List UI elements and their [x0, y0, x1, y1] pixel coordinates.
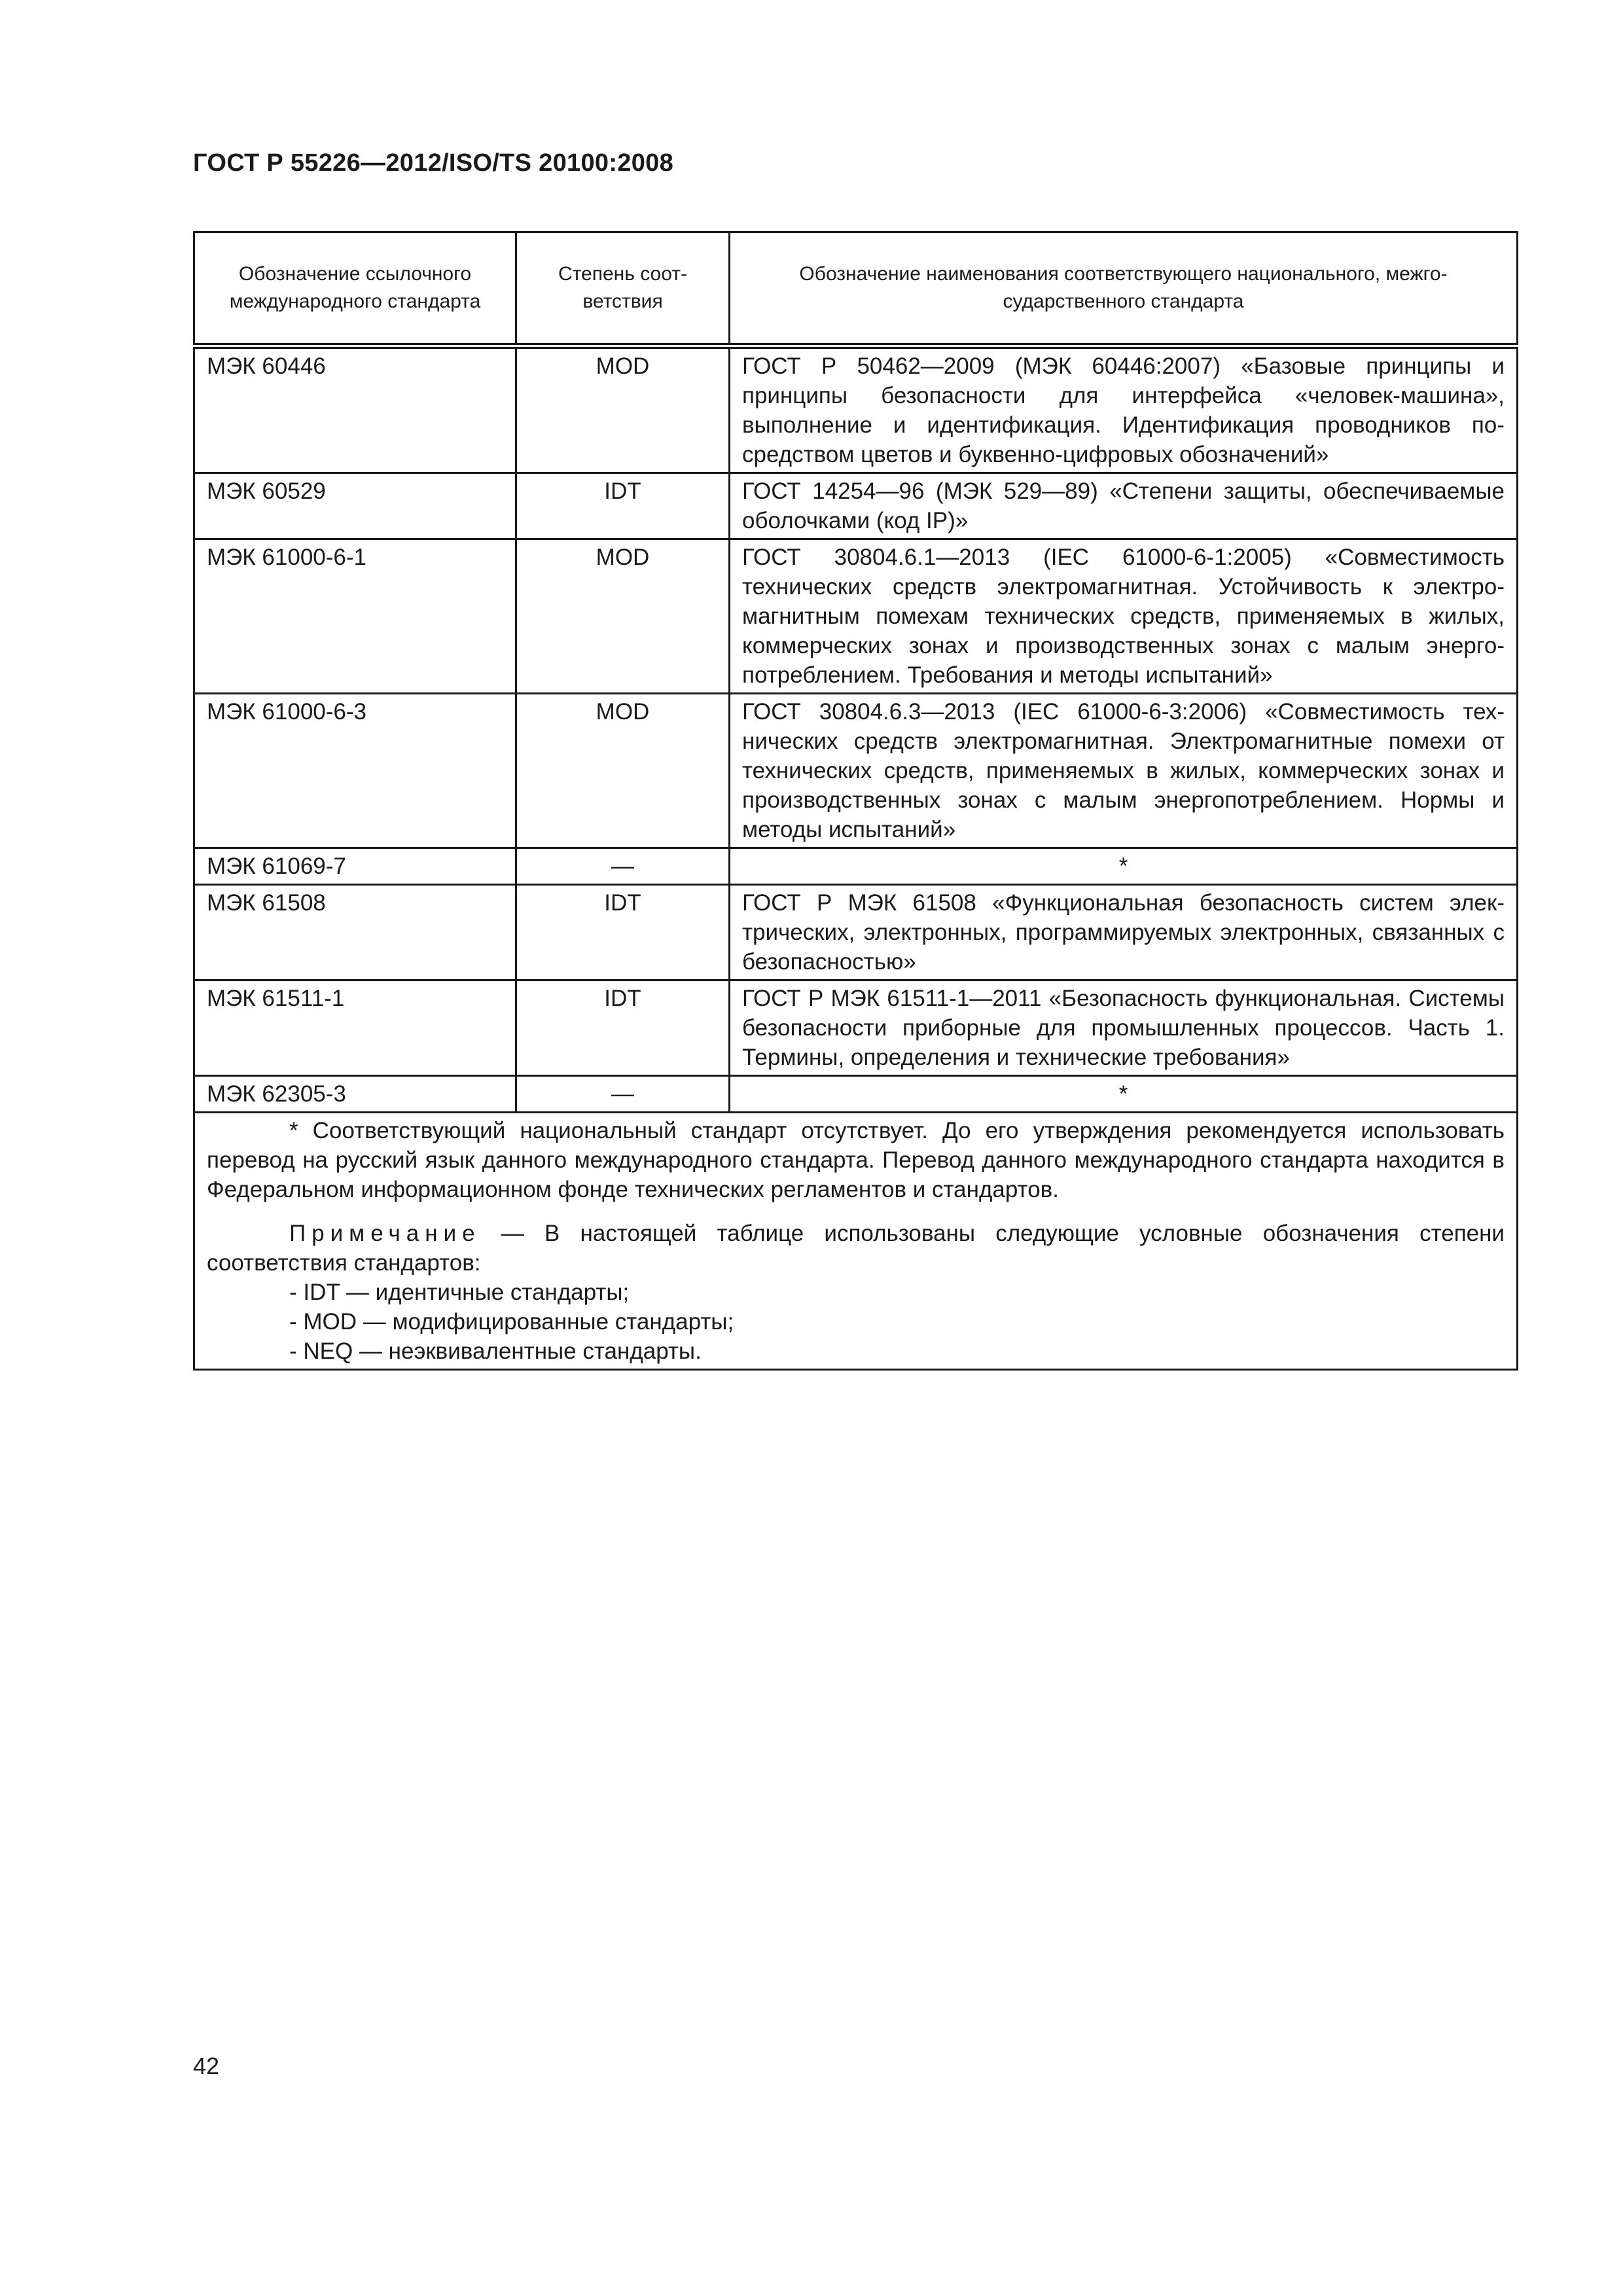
- conformity-degree-cell: IDT: [516, 473, 730, 539]
- column-header-national-standard: Обозначение наименования соответствующего национального, межгосударственного стандарта: [730, 232, 1518, 346]
- table-row: [194, 473, 1518, 539]
- list-item: - MOD — модифицированные стандарты;: [289, 1309, 734, 1335]
- document-header: ГОСТ Р 55226—2012/ISO/TS 20100:2008: [193, 149, 674, 177]
- national-standard-cell: ГОСТ 14254—96 (МЭК 529—89) «Степени защиты, обеспечиваемые оболочками (код IP)»: [730, 473, 1518, 539]
- page-number: 42: [193, 2053, 220, 2079]
- table-footnote-cell: [194, 1113, 1518, 1370]
- national-standard-cell: ГОСТ Р 50462—2009 (МЭК 60446:2007) «Базовые принципы и принципы безопасности для интерфейса «человек-машина», выполнение и идентификация. Идентификация проводников посредством цветов и буквенно-цифровых обозначений»: [730, 346, 1518, 473]
- note-label: Примечание: [289, 1221, 481, 1246]
- table-row: [194, 980, 1518, 1076]
- table-header-row: [194, 232, 1518, 346]
- conformity-degree-cell: MOD: [516, 694, 730, 848]
- column-header-conformity-degree: Степень соответствия: [516, 232, 730, 346]
- international-standard-cell: МЭК 61511-1: [194, 980, 516, 1076]
- conformity-degree-cell: —: [516, 848, 730, 885]
- national-standard-cell: *: [730, 848, 1518, 885]
- column-header-international-standard: Обозначение ссылочного международного стандарта: [194, 232, 516, 346]
- national-standard-cell: *: [730, 1076, 1518, 1113]
- international-standard-cell: МЭК 61000-6-1: [194, 539, 516, 694]
- table-row: [194, 346, 1518, 473]
- national-standard-cell: ГОСТ 30804.6.1—2013 (IEC 61000-6-1:2005) «Совместимость технических средств электромагнитная. Устойчивость к электромагнитным помехам технических средств, применяемых в жилых, коммерческих зонах и производственных зонах с малым энергопотреблением. Требования и методы испытаний»: [730, 539, 1518, 694]
- footnote-text: * Соответствующий национальный стандарт отсутствует. До его утверждения рекомендуется использовать перевод на русский язык данного международного стандарта. Перевод данного международного стандарта находится в Федеральном информационном фонде технических регламентов и стандартов.: [207, 1118, 1505, 1202]
- table-row: [194, 539, 1518, 694]
- table-row: [194, 1076, 1518, 1113]
- table-row: [194, 848, 1518, 885]
- conformity-degree-cell: IDT: [516, 980, 730, 1076]
- table-footer-row: [194, 1113, 1518, 1370]
- conformity-degree-cell: MOD: [516, 346, 730, 473]
- international-standard-cell: МЭК 61000-6-3: [194, 694, 516, 848]
- international-standard-cell: МЭК 62305-3: [194, 1076, 516, 1113]
- conformity-degree-cell: MOD: [516, 539, 730, 694]
- table-row: [194, 694, 1518, 848]
- national-standard-cell: ГОСТ Р МЭК 61508 «Функциональная безопасность систем электрических, электронных, программируемых электронных, связанных с безопасностью»: [730, 885, 1518, 980]
- international-standard-cell: МЭК 61069-7: [194, 848, 516, 885]
- table-row: [194, 885, 1518, 980]
- list-item: - NEQ — неэквивалентные стандарты.: [289, 1338, 702, 1364]
- national-standard-cell: ГОСТ 30804.6.3—2013 (IEC 61000-6-3:2006) «Совместимость технических средств электромагнитная. Электромагнитные помехи от технических средств, применяемых в жилых, коммерческих зонах и производственных зонах с малым энергопотреблением. Нормы и методы испытаний»: [730, 694, 1518, 848]
- note-list: [207, 1278, 1505, 1366]
- note-paragraph: [207, 1219, 1505, 1278]
- international-standard-cell: МЭК 60446: [194, 346, 516, 473]
- note-text: — В настоящей таблице использованы следующие условные обозначения степени соответствия стандартов:: [207, 1221, 1505, 1276]
- international-standard-cell: МЭК 60529: [194, 473, 516, 539]
- national-standard-cell: ГОСТ Р МЭК 61511-1—2011 «Безопасность функциональная. Системы безопасности приборные для промышленных процессов. Часть 1. Термины, определения и технические требования»: [730, 980, 1518, 1076]
- international-standard-cell: МЭК 61508: [194, 885, 516, 980]
- conformity-degree-cell: IDT: [516, 885, 730, 980]
- reference-standards-table: [193, 231, 1518, 1371]
- list-item: - IDT — идентичные стандарты;: [289, 1280, 630, 1305]
- reference-table-container: [193, 231, 1516, 1371]
- conformity-degree-cell: —: [516, 1076, 730, 1113]
